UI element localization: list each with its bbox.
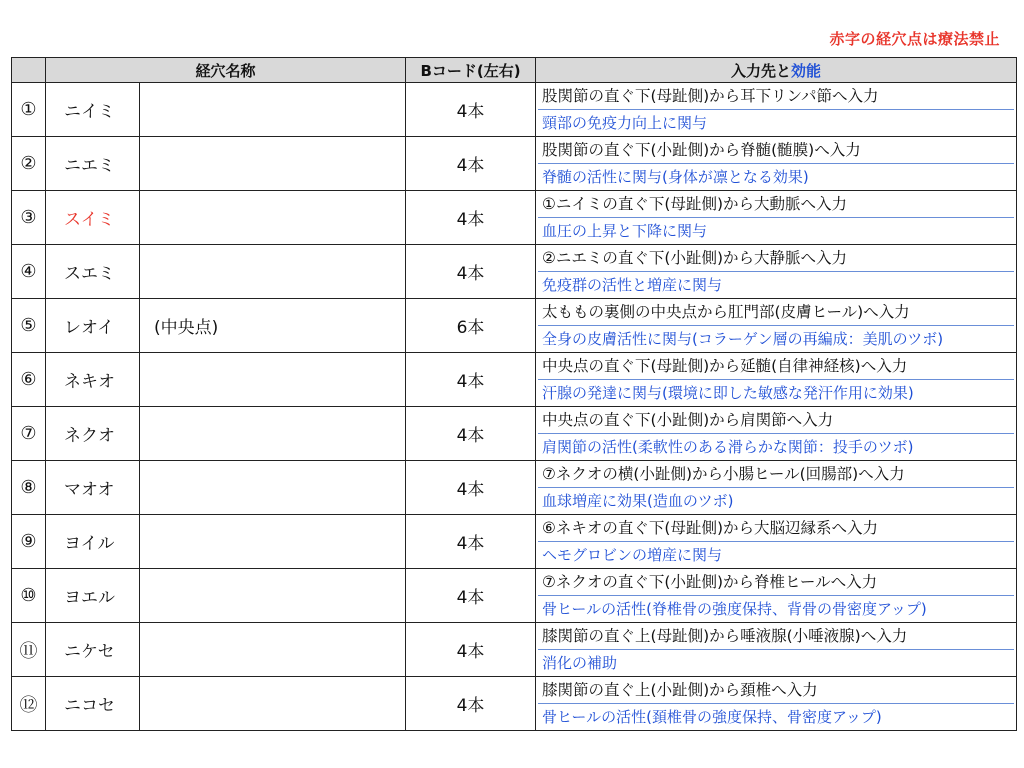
point-name: スエミ	[46, 245, 140, 299]
description-cell	[536, 569, 1017, 623]
effect: 骨ヒールの活性(脊椎骨の強度保持、背骨の骨密度アップ)	[542, 600, 927, 618]
row-number: ④	[12, 245, 46, 299]
b-code: 4本	[406, 569, 536, 623]
point-name: スイミ	[46, 191, 140, 245]
input-target: 股関節の直ぐ下(小趾側)から脊髄(髄膜)へ入力	[538, 137, 1014, 164]
description-cell	[536, 245, 1017, 299]
effect: 消化の補助	[542, 654, 618, 672]
point-name: ニイミ	[46, 83, 140, 137]
description-cell	[536, 83, 1017, 137]
header-code: Bコード(左右)	[406, 58, 536, 83]
row-number: ⑥	[12, 353, 46, 407]
table-row	[12, 677, 1017, 731]
point-name: ニケセ	[46, 623, 140, 677]
effect: 全身の皮膚活性に関与(コラーゲン層の再編成：美肌のツボ)	[542, 330, 944, 348]
effect: 汗腺の発達に関与(環境に即した敏感な発汗作用に効果)	[542, 384, 914, 402]
point-subnote	[140, 353, 406, 407]
b-code: 4本	[406, 461, 536, 515]
description-cell	[536, 407, 1017, 461]
point-subnote	[140, 407, 406, 461]
b-code: 4本	[406, 137, 536, 191]
description-cell	[536, 191, 1017, 245]
effect: 脊髄の活性に関与(身体が凛となる効果)	[542, 168, 809, 186]
point-subnote	[140, 515, 406, 569]
description-cell	[536, 515, 1017, 569]
description-cell	[536, 623, 1017, 677]
point-name: ネクオ	[46, 407, 140, 461]
b-code: 4本	[406, 407, 536, 461]
input-target: ①ニイミの直ぐ下(母趾側)から大動脈へ入力	[538, 191, 1014, 218]
header-desc-prefix: 入力先と	[731, 61, 792, 80]
table-row	[12, 137, 1017, 191]
header-row	[12, 58, 1017, 83]
b-code: 4本	[406, 353, 536, 407]
b-code: 4本	[406, 677, 536, 731]
point-subnote	[140, 677, 406, 731]
table-row	[12, 245, 1017, 299]
input-target: ⑥ネキオの直ぐ下(母趾側)から大脳辺縁系へ入力	[538, 515, 1014, 542]
row-number: ③	[12, 191, 46, 245]
row-number: ⑩	[12, 569, 46, 623]
effect: ヘモグロビンの増産に関与	[542, 546, 723, 564]
effect: 肩関節の活性(柔軟性のある滑らかな関節：投手のツボ)	[542, 438, 914, 456]
table-row	[12, 515, 1017, 569]
table-row	[12, 623, 1017, 677]
point-name: マオオ	[46, 461, 140, 515]
b-code: 4本	[406, 83, 536, 137]
b-code: 6本	[406, 299, 536, 353]
effect: 血圧の上昇と下降に関与	[542, 222, 708, 240]
row-number: ⑨	[12, 515, 46, 569]
b-code: 4本	[406, 623, 536, 677]
point-subnote	[140, 245, 406, 299]
input-target: 中央点の直ぐ下(小趾側)から肩関節へ入力	[538, 407, 1014, 434]
point-name: ヨイル	[46, 515, 140, 569]
header-desc-accent: 効能	[791, 61, 822, 80]
acupoint-table	[11, 57, 1017, 731]
point-name: ネキオ	[46, 353, 140, 407]
point-subnote	[140, 83, 406, 137]
effect: 免疫群の活性と増産に関与	[542, 276, 723, 294]
input-target: 股関節の直ぐ下(母趾側)から耳下リンパ節へ入力	[538, 83, 1014, 110]
table-row	[12, 83, 1017, 137]
row-number: ⑦	[12, 407, 46, 461]
point-subnote	[140, 137, 406, 191]
row-number: ⑧	[12, 461, 46, 515]
row-number: ⑪	[12, 623, 46, 677]
input-target: ②ニエミの直ぐ下(小趾側)から大静脈へ入力	[538, 245, 1014, 272]
point-subnote: (中央点)	[140, 299, 406, 353]
input-target: 膝関節の直ぐ上(母趾側)から唾液腺(小唾液腺)へ入力	[538, 623, 1014, 650]
point-name: ヨエル	[46, 569, 140, 623]
table-row	[12, 299, 1017, 353]
description-cell	[536, 137, 1017, 191]
header-num	[12, 58, 46, 83]
row-number: ⑤	[12, 299, 46, 353]
point-subnote	[140, 191, 406, 245]
point-subnote	[140, 461, 406, 515]
point-subnote	[140, 569, 406, 623]
point-name: レオイ	[46, 299, 140, 353]
input-target: ⑦ネクオの直ぐ下(小趾側)から脊椎ヒールへ入力	[538, 569, 1014, 596]
input-target: 膝関節の直ぐ上(小趾側)から頚椎へ入力	[538, 677, 1014, 704]
b-code: 4本	[406, 245, 536, 299]
b-code: 4本	[406, 515, 536, 569]
b-code: 4本	[406, 191, 536, 245]
row-number: ①	[12, 83, 46, 137]
description-cell	[536, 353, 1017, 407]
input-target: 太ももの裏側の中央点から肛門部(皮膚ヒール)へ入力	[538, 299, 1014, 326]
table-row	[12, 353, 1017, 407]
table-row	[12, 569, 1017, 623]
header-desc	[536, 58, 1017, 83]
input-target: 中央点の直ぐ下(母趾側)から延髄(自律神経核)へ入力	[538, 353, 1014, 380]
point-name: ニエミ	[46, 137, 140, 191]
table-row	[12, 191, 1017, 245]
point-name: ニコセ	[46, 677, 140, 731]
effect: 血球増産に効果(造血のツボ)	[542, 492, 734, 510]
description-cell	[536, 299, 1017, 353]
input-target: ⑦ネクオの横(小趾側)から小腸ヒール(回腸部)へ入力	[538, 461, 1014, 488]
description-cell	[536, 461, 1017, 515]
restriction-note: 赤字の経穴点は療法禁止	[829, 30, 1000, 48]
effect: 骨ヒールの活性(頚椎骨の強度保持、骨密度アップ)	[542, 708, 882, 726]
description-cell	[536, 677, 1017, 731]
row-number: ⑫	[12, 677, 46, 731]
effect: 頸部の免疫力向上に関与	[542, 114, 708, 132]
table-row	[12, 407, 1017, 461]
header-name: 経穴名称	[46, 58, 406, 83]
point-subnote	[140, 623, 406, 677]
table-row	[12, 461, 1017, 515]
row-number: ②	[12, 137, 46, 191]
